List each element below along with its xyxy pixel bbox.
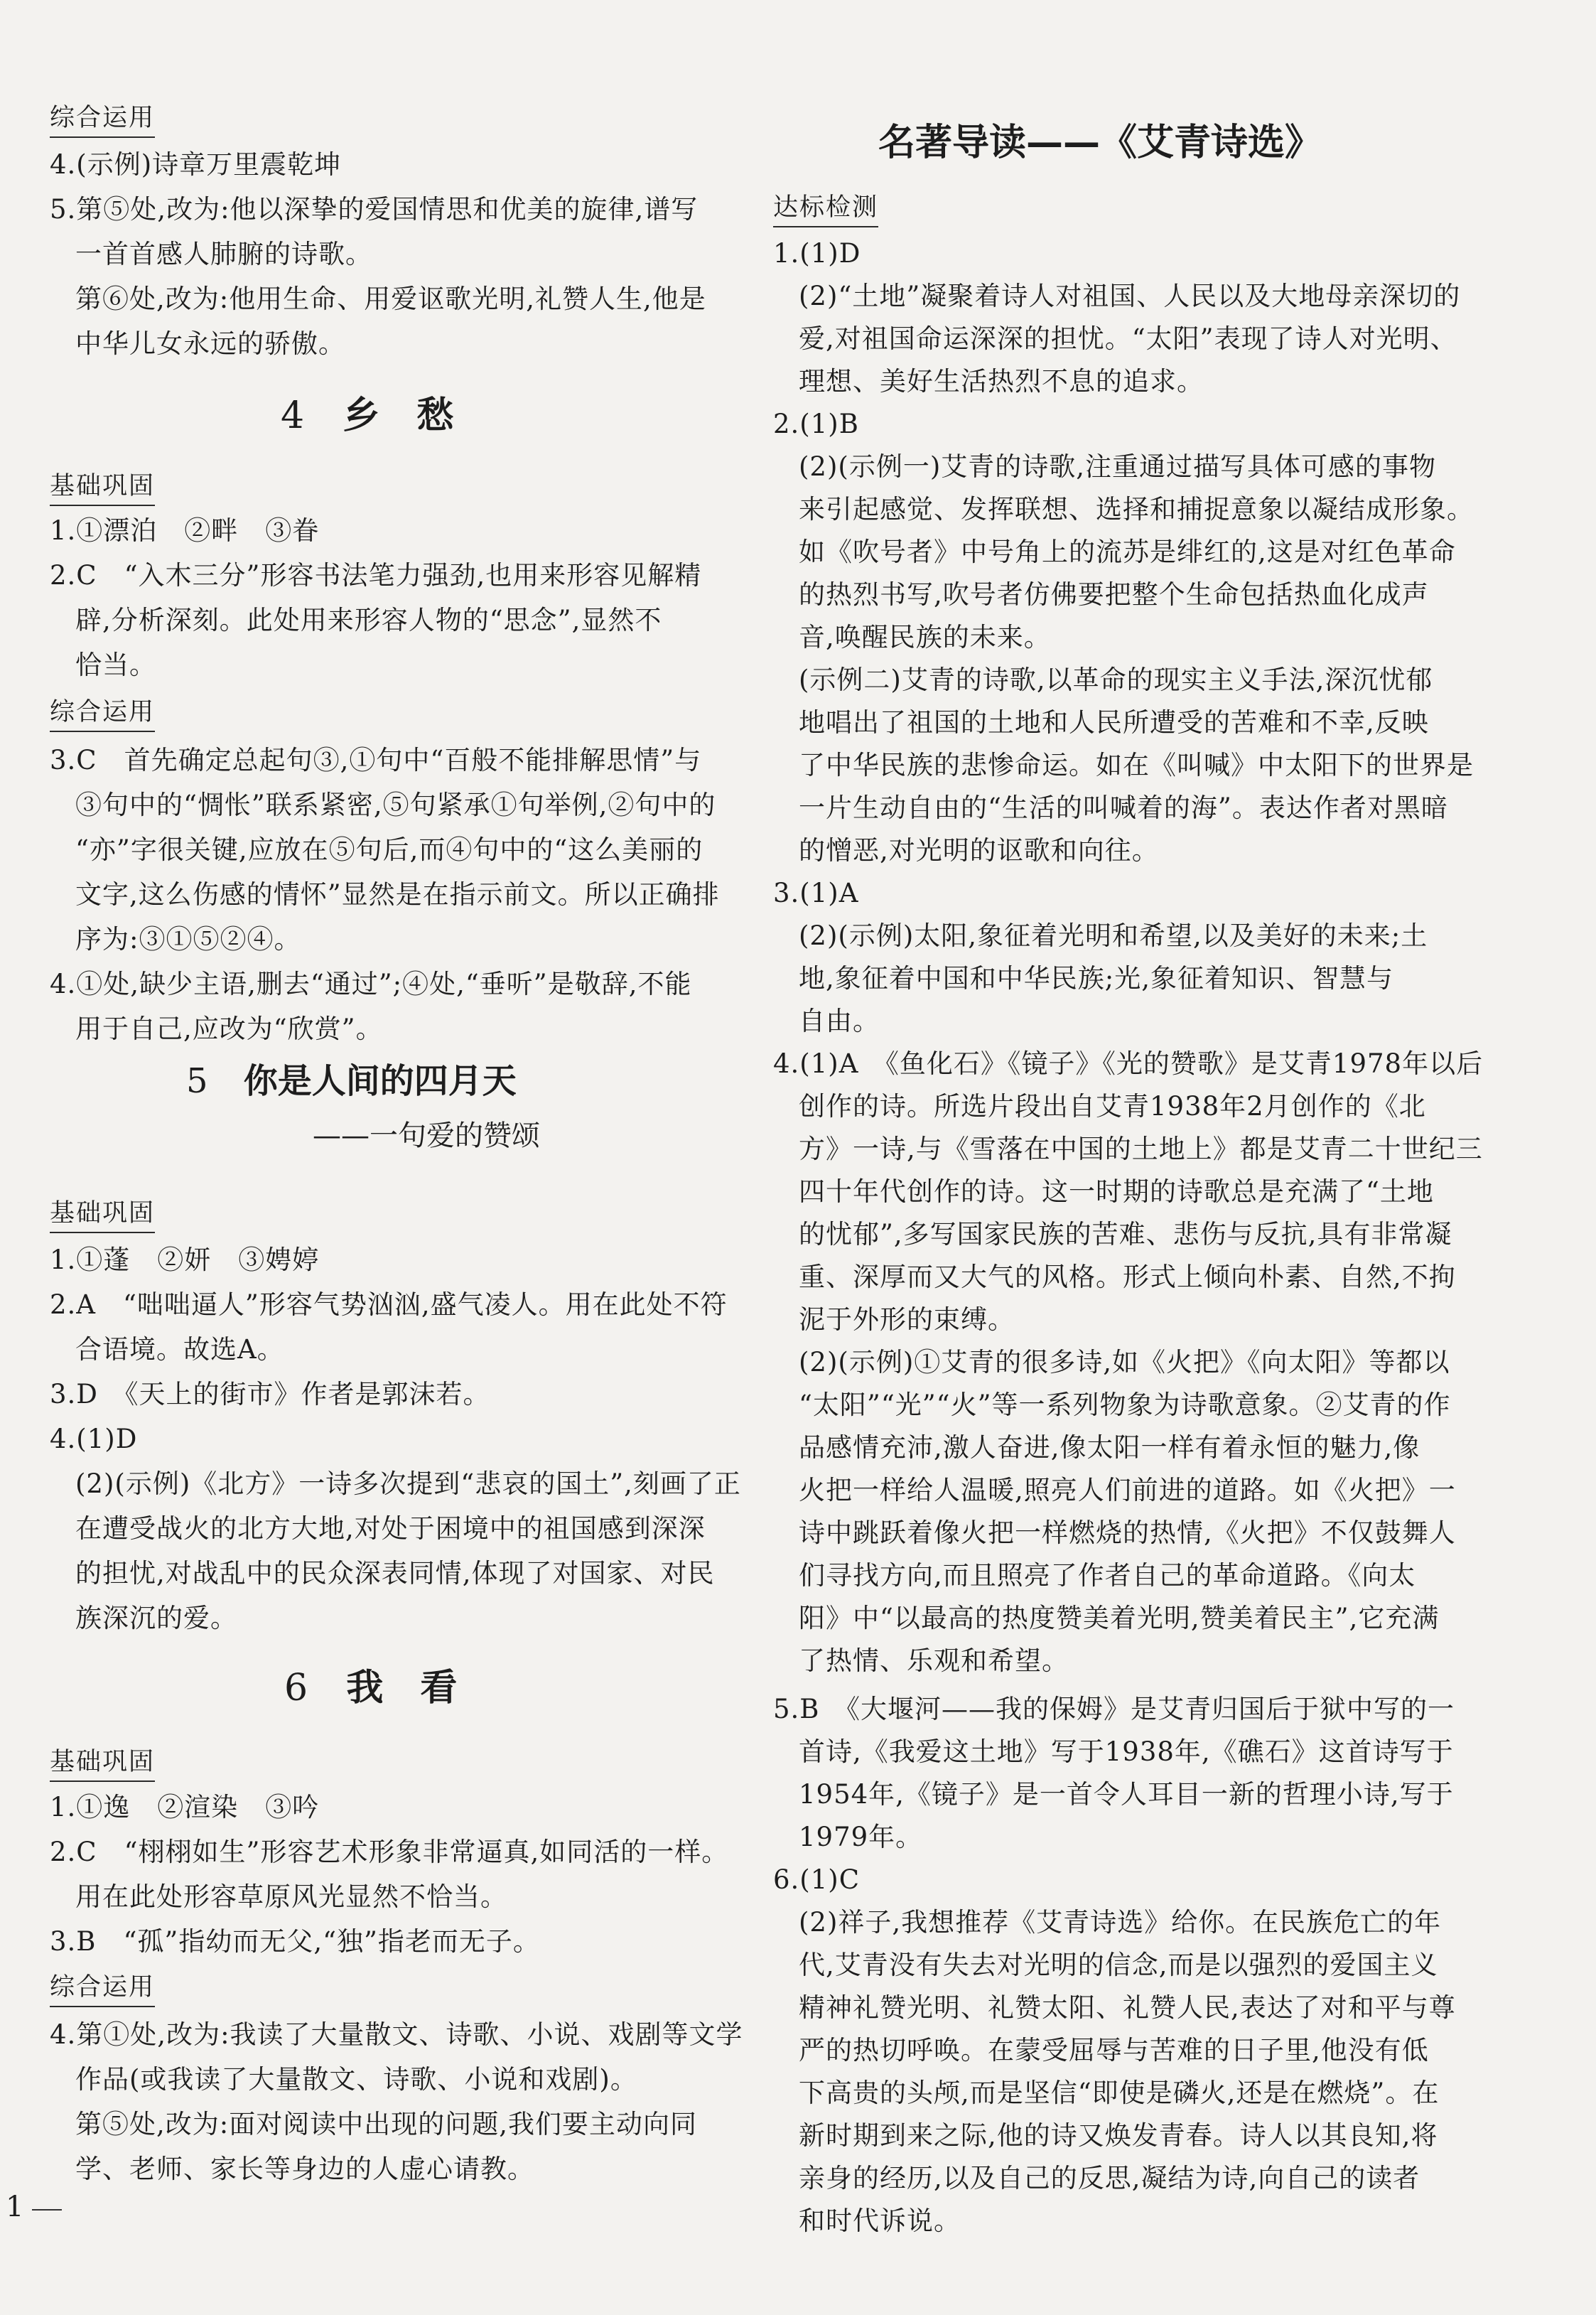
- answer-line: 辟,分析深刻。此处用来形容人物的“思念”,显然不: [75, 605, 662, 635]
- answer-line: 族深沉的爱。: [75, 1603, 237, 1633]
- answer-line: 泥于外形的束缚。: [799, 1304, 1015, 1335]
- answer-line: 文字,这么伤感的情怀”显然是在指示前文。所以正确排: [75, 879, 720, 910]
- answer-line: (2)祥子,我想推荐《艾青诗选》给你。在民族危亡的年: [799, 1907, 1442, 1938]
- section-header: 综合运用: [50, 695, 155, 732]
- answer-line: 2.(1)B: [773, 409, 859, 439]
- answer-line: 精神礼赞光明、礼赞太阳、礼赞人民,表达了对和平与尊: [799, 1992, 1456, 2023]
- answer-line: 中华儿女永远的骄傲。: [75, 328, 345, 359]
- lesson-title: 5 你是人间的四月天: [186, 1061, 517, 1101]
- answer-line: 地,象征着中国和中华民族;光,象征着知识、智慧与: [799, 963, 1393, 994]
- answer-line: (2)(示例一)艾青的诗歌,注重通过描写具体可感的事物: [799, 451, 1437, 482]
- answer-line: ③句中的“惆怅”联系紧密,⑤句紧承①句举例,②句中的: [75, 790, 716, 820]
- section-header: 基础巩固: [50, 1196, 155, 1233]
- answer-line: 诗中跳跃着像火把一样燃烧的热情,《火把》不仅鼓舞人: [799, 1518, 1456, 1548]
- answer-line: 如《吹号者》中号角上的流苏是绯红的,这是对红色革命: [799, 537, 1456, 567]
- answer-line: 们寻找方向,而且照亮了作者自己的革命道路。《向太: [799, 1560, 1416, 1591]
- answer-line: 在遭受战火的北方大地,对处于困境中的祖国感到深深: [75, 1513, 706, 1544]
- answer-line: 一首首感人肺腑的诗歌。: [75, 239, 372, 269]
- answer-line: 阳》中“以最高的热度赞美着光明,赞美着民主”,它充满: [799, 1603, 1440, 1633]
- answer-line: 1.(1)D: [773, 238, 861, 269]
- answer-line: 下高贵的头颅,而是坚信“即使是磷火,还是在燃烧”。在: [799, 2078, 1440, 2108]
- answer-line: 用于自己,应改为“欣赏”。: [75, 1014, 383, 1044]
- answer-line: 理想、美好生活热烈不息的追求。: [799, 366, 1204, 397]
- answer-line: 一片生动自由的“生活的叫喊着的海”。表达作者对黑暗: [799, 793, 1448, 823]
- answer-line: 恰当。: [75, 650, 156, 680]
- answer-line: 4.(1)D: [50, 1424, 138, 1454]
- answer-line: 四十年代创作的诗。这一时期的诗歌总是充满了“土地: [799, 1176, 1434, 1207]
- section-header: 综合运用: [50, 1970, 155, 2007]
- answer-line: 6.(1)C: [773, 1864, 861, 1895]
- answer-line: 3.(1)A: [773, 878, 859, 908]
- answer-line: 4.(1)A 《鱼化石》《镜子》《光的赞歌》是艾青1978年以后: [773, 1048, 1484, 1079]
- answer-line: 5.B 《大堰河——我的保姆》是艾青归国后于狱中写的一: [773, 1694, 1455, 1724]
- answer-line: 的担忧,对战乱中的民众深表同情,体现了对国家、对民: [75, 1558, 715, 1589]
- answer-line: 4.(示例)诗章万里震乾坤: [50, 149, 342, 180]
- answer-line: 首诗,《我爱这土地》写于1938年,《礁石》这首诗写于: [799, 1736, 1454, 1767]
- page-number-dash: [32, 2209, 62, 2211]
- answer-line: 方》一诗,与《雪落在中国的土地上》都是艾青二十世纪三: [799, 1134, 1483, 1164]
- answer-line: “亦”字很关键,应放在⑤句后,而④句中的“这么美丽的: [75, 834, 703, 865]
- section-header: 基础巩固: [50, 1745, 155, 1782]
- answer-line: 第⑥处,改为:他用生命、用爱讴歌光明,礼赞人生,他是: [75, 284, 706, 314]
- answer-line: 学、老师、家长等身边的人虚心请教。: [75, 2154, 534, 2184]
- answer-line: 1979年。: [799, 1822, 923, 1852]
- answer-line: 1.①逸 ②渲染 ③吟: [50, 1792, 320, 1822]
- answer-line: 1954年,《镜子》是一首令人耳目一新的哲理小诗,写于: [799, 1779, 1454, 1810]
- answer-line: 创作的诗。所选片段出自艾青1938年2月创作的《北: [799, 1091, 1426, 1122]
- answer-line: 严的热切呼唤。在蒙受屈辱与苦难的日子里,他没有低: [799, 2035, 1429, 2066]
- answer-line: 了热情、乐观和希望。: [799, 1645, 1069, 1676]
- answer-line: 和时代诉说。: [799, 2206, 961, 2236]
- answer-line: (2)(示例)①艾青的很多诗,如《火把》《向太阳》等都以: [799, 1347, 1450, 1377]
- answer-line: 2.C “入木三分”形容书法笔力强劲,也用来形容见解精: [50, 560, 702, 591]
- answer-line: 4.第①处,改为:我读了大量散文、诗歌、小说、戏剧等文学: [50, 2019, 743, 2050]
- answer-line: 品感情充沛,激人奋进,像太阳一样有着永恒的魅力,像: [799, 1432, 1420, 1463]
- answer-line: 火把一样给人温暖,照亮人们前进的道路。如《火把》一: [799, 1475, 1456, 1505]
- answer-line: 1.①蓬 ②妍 ③娉婷: [50, 1245, 320, 1275]
- answer-line: 的忧郁”,多写国家民族的苦难、悲伤与反抗,具有非常凝: [799, 1219, 1452, 1250]
- answer-line: 3.D 《天上的街市》作者是郭沫若。: [50, 1379, 490, 1409]
- answer-line: 亲身的经历,以及自己的反思,凝结为诗,向自己的读者: [799, 2163, 1420, 2193]
- answer-line: 3.B “孤”指幼而无父,“独”指老而无子。: [50, 1926, 540, 1957]
- answer-line: 地唱出了祖国的土地和人民所遭受的苦难和不幸,反映: [799, 707, 1429, 738]
- answer-line: 爱,对祖国命运深深的担忧。“太阳”表现了诗人对光明、: [799, 323, 1457, 354]
- section-header: 综合运用: [50, 101, 155, 138]
- answer-line: 2.C “栩栩如生”形容艺术形象非常逼真,如同活的一样。: [50, 1837, 729, 1867]
- reading-guide-title: 名著导读——《艾青诗选》: [878, 122, 1322, 164]
- section-header: 基础巩固: [50, 469, 155, 506]
- section-header: 达标检测: [773, 190, 878, 227]
- answer-line: 第⑤处,改为:面对阅读中出现的问题,我们要主动向同: [75, 2109, 697, 2139]
- answer-line: 来引起感觉、发挥联想、选择和捕捉意象以凝结成形象。: [799, 494, 1474, 525]
- lesson-title: 4 乡 愁: [281, 394, 454, 437]
- answer-line: 序为:③①⑤②④。: [75, 924, 301, 955]
- answer-line: (示例二)艾青的诗歌,以革命的现实主义手法,深沉忧郁: [799, 665, 1433, 695]
- answer-line: 音,唤醒民族的未来。: [799, 622, 1051, 652]
- lesson-subtitle: ——一句爱的赞颂: [313, 1119, 540, 1152]
- answer-line: (2)(示例)《北方》一诗多次提到“悲哀的国土”,刻画了正: [75, 1468, 741, 1499]
- answer-line: 5.第⑤处,改为:他以深挚的爱国情思和优美的旋律,谱写: [50, 194, 699, 225]
- page-number: 1: [6, 2191, 24, 2223]
- answer-line: 作品(或我读了大量散文、诗歌、小说和戏剧)。: [75, 2064, 637, 2095]
- lesson-title: 6 我 看: [284, 1667, 458, 1709]
- answer-line: 自由。: [799, 1006, 880, 1036]
- answer-line: 了中华民族的悲惨命运。如在《叫喊》中太阳下的世界是: [799, 750, 1474, 780]
- answer-line: (2)“土地”凝聚着诗人对祖国、人民以及大地母亲深切的: [799, 281, 1461, 311]
- answer-line: 新时期到来之际,他的诗又焕发青春。诗人以其良知,将: [799, 2120, 1438, 2151]
- answer-line: 合语境。故选A。: [75, 1334, 284, 1365]
- answer-line: 2.A “咄咄逼人”形容气势汹汹,盛气凌人。用在此处不符: [50, 1289, 728, 1320]
- answer-line: 的热烈书写,吹号者仿佛要把整个生命包括热血化成声: [799, 579, 1429, 610]
- answer-line: 3.C 首先确定总起句③,①句中“百般不能排解思情”与: [50, 745, 702, 775]
- answer-line: 用在此处形容草原风光显然不恰当。: [75, 1881, 507, 1912]
- answer-line: 4.①处,缺少主语,删去“通过”;④处,“垂听”是敬辞,不能: [50, 969, 692, 999]
- answer-line: 的憎恶,对光明的讴歌和向往。: [799, 835, 1159, 866]
- answer-line: 1.①漂泊 ②畔 ③眷: [50, 515, 320, 546]
- answer-line: “太阳”“光”“火”等一系列物象为诗歌意象。②艾青的作: [799, 1390, 1451, 1420]
- answer-line: 重、深厚而又大气的风格。形式上倾向朴素、自然,不拘: [799, 1262, 1456, 1292]
- answer-line: (2)(示例)太阳,象征着光明和希望,以及美好的未来;土: [799, 920, 1428, 951]
- answer-line: 代,艾青没有失去对光明的信念,而是以强烈的爱国主义: [799, 1950, 1438, 1980]
